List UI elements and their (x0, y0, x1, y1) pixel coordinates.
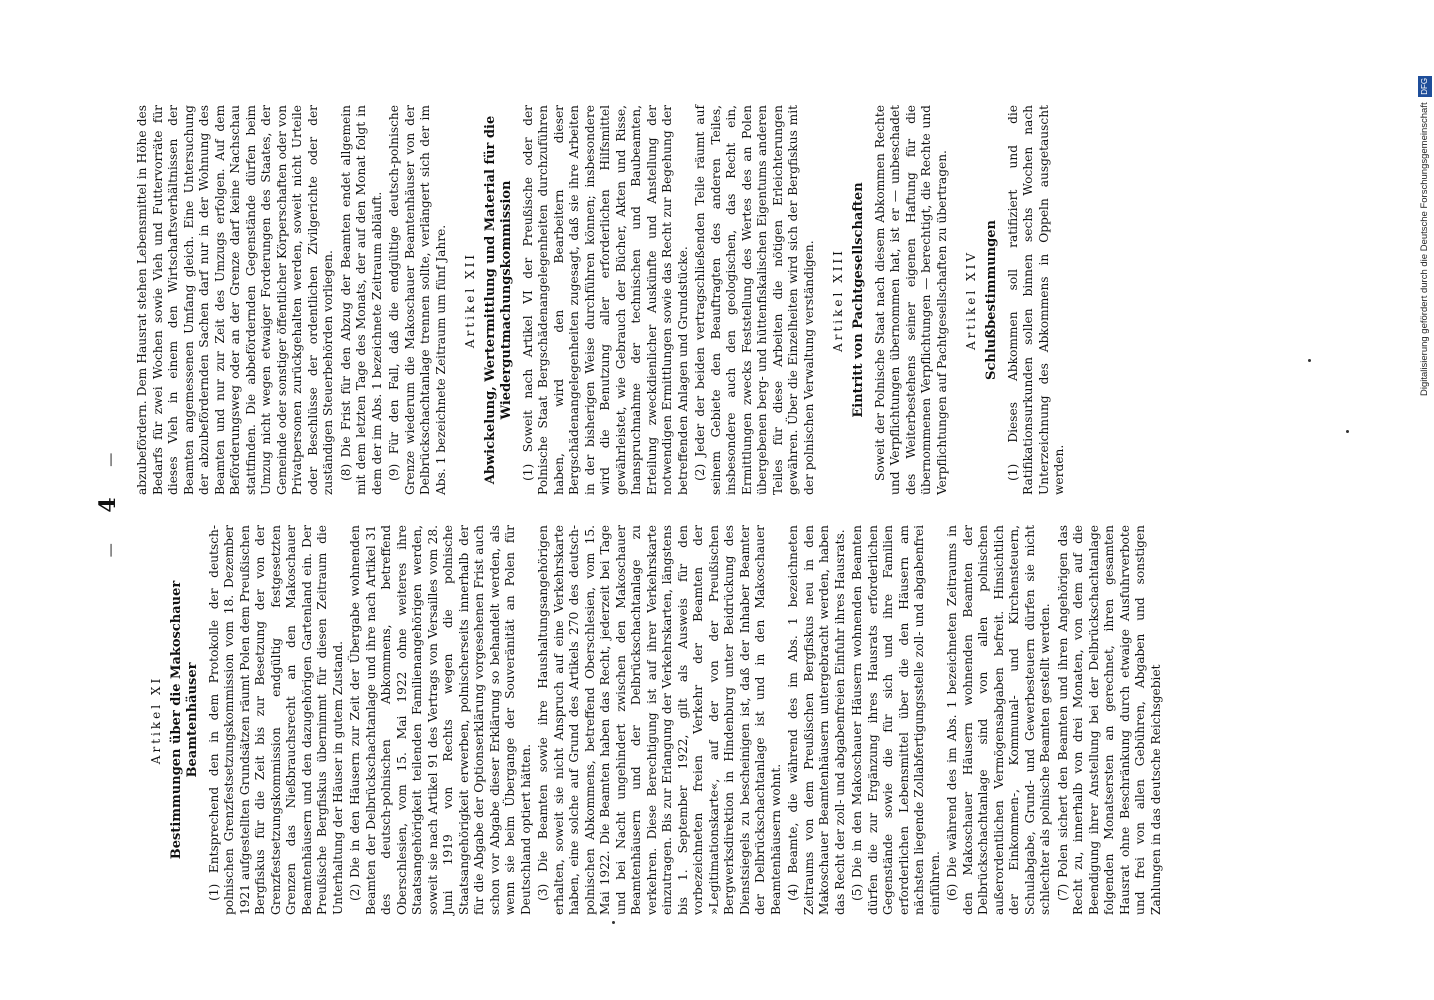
article-xi-paragraph-7: (7) Polen sichert den Beamten und ihren Angehörigen das Recht zu, innerhalb von drei Monaten, von dem auf die Beendigung ihrer Anstellung bei der Delbrückschachtanlage folgenden Monatsersten an gerechnet, ihren gesamten Hausrat ohne Beschränkung durch etwaige Ausfuhrverbote und frei von allen Gebühren, Abgaben und sonstigen Zahlungen in das deutsche Reichsgebiet (1055, 525, 1163, 915)
left-column (135, 525, 1166, 915)
article-xiv-label: Artikel XIV (964, 249, 978, 351)
article-xi-paragraph-6: (6) Die während des im Abs. 1 bezeichneten Zeitraums in den Makoschauer Häusern wohnenden Beamten der Delbrückschachtanlage sind von allen polnischen außerordentlichen Vermögensabgaben befreit. Hinsichtlich der Einkommen-, Kommunal- und Kirchensteuern, Schulabgabe, Grund- und Gewerbesteuern dürfen sie nicht schlechter als polnische Beamten gestellt werden. (945, 525, 1052, 915)
page-header (95, 95, 121, 915)
rotated-document-sheet (95, 95, 1335, 915)
article-xiii-label: Artikel XIII (831, 248, 845, 352)
dfg-logo-icon: DFG (1418, 76, 1432, 97)
scan-speck (1308, 359, 1311, 362)
article-xii-paragraph-2: (2) Jeder der beiden vertragschließenden Teile räumt auf seinem Gebiete den Beauftragten des anderen Teiles, insbesondere auch den geologischen, das Recht ein, Ermittlungen zwecks Feststellung des Wertes des an Polen übergebenen berg- und hüttenfiskalischen Eigentums anderen Teiles für diese Arbeiten die nötigen Erleichterungen gewähren. Über die Einzelheiten wird sich der Bergfiskus mit der polnischen Verwaltung verständigen. (693, 105, 816, 495)
article-xi-paragraph-8: (8) Die Frist für den Abzug der Beamten endet allgemein mit dem letzten Tage des Monats, der auf den Monat folgt in dem der im Abs. 1 bezeichnete Zeitraum abläuft. (338, 105, 384, 495)
article-xiv-heading: Schlußbestimmungen (983, 220, 999, 380)
article-xii-label: Artikel XII (463, 251, 477, 349)
article-xii-heading: Abwickelung, Wertermittlung und Material für die Wiedergutmachungskommission (482, 115, 514, 485)
header-dash-right: — (103, 452, 119, 467)
digitization-sidebar (1418, 6, 1432, 396)
article-xiv-paragraph-1: (1) Dieses Abkommen soll ratifiziert und die Ratifikationsurkunden sollen binnen sechs Wochen nach Unterzeichnung des Abkommens in Oppeln ausgetauscht werden. (1005, 105, 1066, 495)
scan-speck (1346, 430, 1349, 433)
scan-speck (612, 921, 615, 924)
page-number: 4 (95, 497, 121, 513)
article-xi-paragraph-5: (5) Die in den Makoschauer Häusern wohnenden Beamten dürfen die zur Ergänzung ihres Hausrats erforderlichen Gegenstände sowie die für sich und ihre Familien erforderlichen Lebensmittel über die den Häusern am nächsten liegende Zollabfertigungsstelle zoll- und abgabenfrei einführen. (850, 525, 942, 915)
article-xiii-paragraph: Soweit der Polnische Staat nach diesem Abkommen Rechte und Verpflichtungen übernommen hat, ist er — unbeschadet des Weiterbestehens seiner eigenen Haftung für die übernommenen Verpflichtungen — berechtigt, die Rechte und Verpflichtungen auf Pachtgesellschaften zu übertragen. (872, 105, 949, 495)
article-xi-paragraph-1: (1) Entsprechend den in dem Protokolle der deutsch-polnischen Grenzfestsetzungskommission vom 18. Dezember 1921 aufgestellten Grundsätzen räumt Polen dem Preußischen Bergfiskus für die Zeit bis zur Besetzung der von der Grenzfestsetzungskommission endgültig festgesetzten Grenzen das Nießbrauchsrecht an den Makoschauer Beamtenhäusern und den dazugehörigen Gartenland ein. Der Preußische Bergfiskus übernimmt für diesen Zeitraum die Unterhaltung der Häuser in gutem Zustand. (206, 525, 345, 915)
article-xi-continuation: abzubefördern. Dem Hausrat stehen Lebensmittel in Höhe des Bedarfs für zwei Wochen sowie Vieh und Futtervorräte für dieses Vieh in einem den Wirtschaftsverhältnissen der Beamten angemessenen Umfang gleich. Eine Untersuchung der abzubefördernden Sachen darf nur in der Wohnung des Beamten und nur zur Zeit des Umzugs erfolgen. Auf dem Beförderungsweg oder an der Grenze darf keine Nachschau stattfinden. Die abbefördernden Gegenstände dürfen beim Umzug nicht wegen etwaiger Forderungen des Staates, der Gemeinde oder sonstiger öffentlicher Körperschaften oder von Privatpersonen zurückgehalten werden, soweit nicht Urteile oder Beschlüsse der ordentlichen Zivilgerichte oder der zuständigen Steuerbehörden vorliegen. (135, 105, 335, 495)
article-xii-paragraph-1: (1) Soweit nach Artikel VI der Preußische oder der Polnische Staat Bergschädenangelegenheiten durchzuführen haben, wird den Bearbeitern dieser Bergschädenangelegenheiten zugesagt, daß sie ihre Arbeiten in der bisherigen Weise durchführen können; insbesondere wird die Benutzung aller erforderlichen Hilfsmittel gewährleistet, wie Gebrauch der Bücher, Akten und Risse, Inanspruchnahme der technischen und Baubeamten, Erteilung zweckdienlicher Auskünfte und Anstellung der notwendigen Ermittlungen sowie das Recht zur Begehung der betreffenden Anlagen und Grundstücke. (520, 105, 690, 495)
article-xi-heading: Bestimmungen über die Makoschauer Beamtenhäuser (168, 580, 200, 860)
digitization-note: Digitalisierung gefördert durch die Deutsche Forschungsgemeinschaft (1419, 102, 1430, 396)
article-xiii-heading: Eintritt von Pachtgesellschaften (850, 182, 866, 418)
article-xi-paragraph-2: (2) Die in den Häusern zur Zeit der Übergabe wohnenden Beamten der Delbrückschachtanlage und ihre nach Artikel 31 des deutsch-polnischen Abkommens, betreffend Oberschlesien, vom 15. Mai 1922 ohne weiteres ihre Staatsangehörigkeit teilenden Familienangehörigen werden, soweit sie nach Artikel 91 des Vertrags von Versailles vom 28. Juni 1919 von Rechts wegen die polnische Staatsangehörigkeit erwerben, polnischerseits innerhalb der für die Abgabe der Optionserklärung vorgesehenen Frist auch schon vor Abgabe dieser Erklärung so behandelt werden, als wenn sie beim Übergange der Souveränität an Polen für Deutschland optiert hätten. (348, 525, 533, 915)
header-dash-left: — (103, 543, 119, 558)
right-column (135, 105, 1070, 495)
article-xi-paragraph-9: (9) Für den Fall, daß die endgültige deutsch-polnische Grenze wiederum die Makoschauer Beamtenhäuser von der Delbrückschachtanlage trennen sollte, verlängert sich der im Abs. 1 bezeichnete Zeitraum um fünf Jahre. (387, 105, 448, 495)
article-xi-paragraph-4: (4) Beamte, die während des im Abs. 1 bezeichneten Zeitraums von dem Preußischen Bergfiskus neu in den Makoschauer Beamtenhäusern untergebracht werden, haben das Recht der zoll- und abgabenfreien Einfuhr ihres Hausrats. (786, 525, 847, 915)
article-xi-label: Artikel XI (149, 675, 163, 765)
article-xi-paragraph-3: (3) Die Beamten sowie ihre Haushaltungsangehörigen erhalten, soweit sie nicht Anspruch auf eine Verkehrskarte haben, eine solche auf Grund des Artikels 270 des deutsch-polnischen Abkommens, betreffend Oberschlesien, vom 15. Mai 1922. Die Beamten haben das Recht, jederzeit bei Tage und bei Nacht ungehindert zwischen den Makoschauer Beamtenhäusern und der Delbrückschachtanlage zu verkehren. Diese Berechtigung ist auf ihrer Verkehrskarte einzutragen. Bis zur Erlangung der Verkehrskarten, längstens bis 1. September 1922, gilt als Ausweis für den vorbezeichneten freien Verkehr der Beamten der »Legitimationskarte«, auf der von der Preußischen Bergwerksdirektion in Hindenburg unter Beidrückung des Dienstsiegels zu bescheinigen ist, daß der Inhaber Beamter der Delbrückschachtanlage ist und in den Makoschauer Beamtenhäusern wohnt. (536, 525, 783, 915)
